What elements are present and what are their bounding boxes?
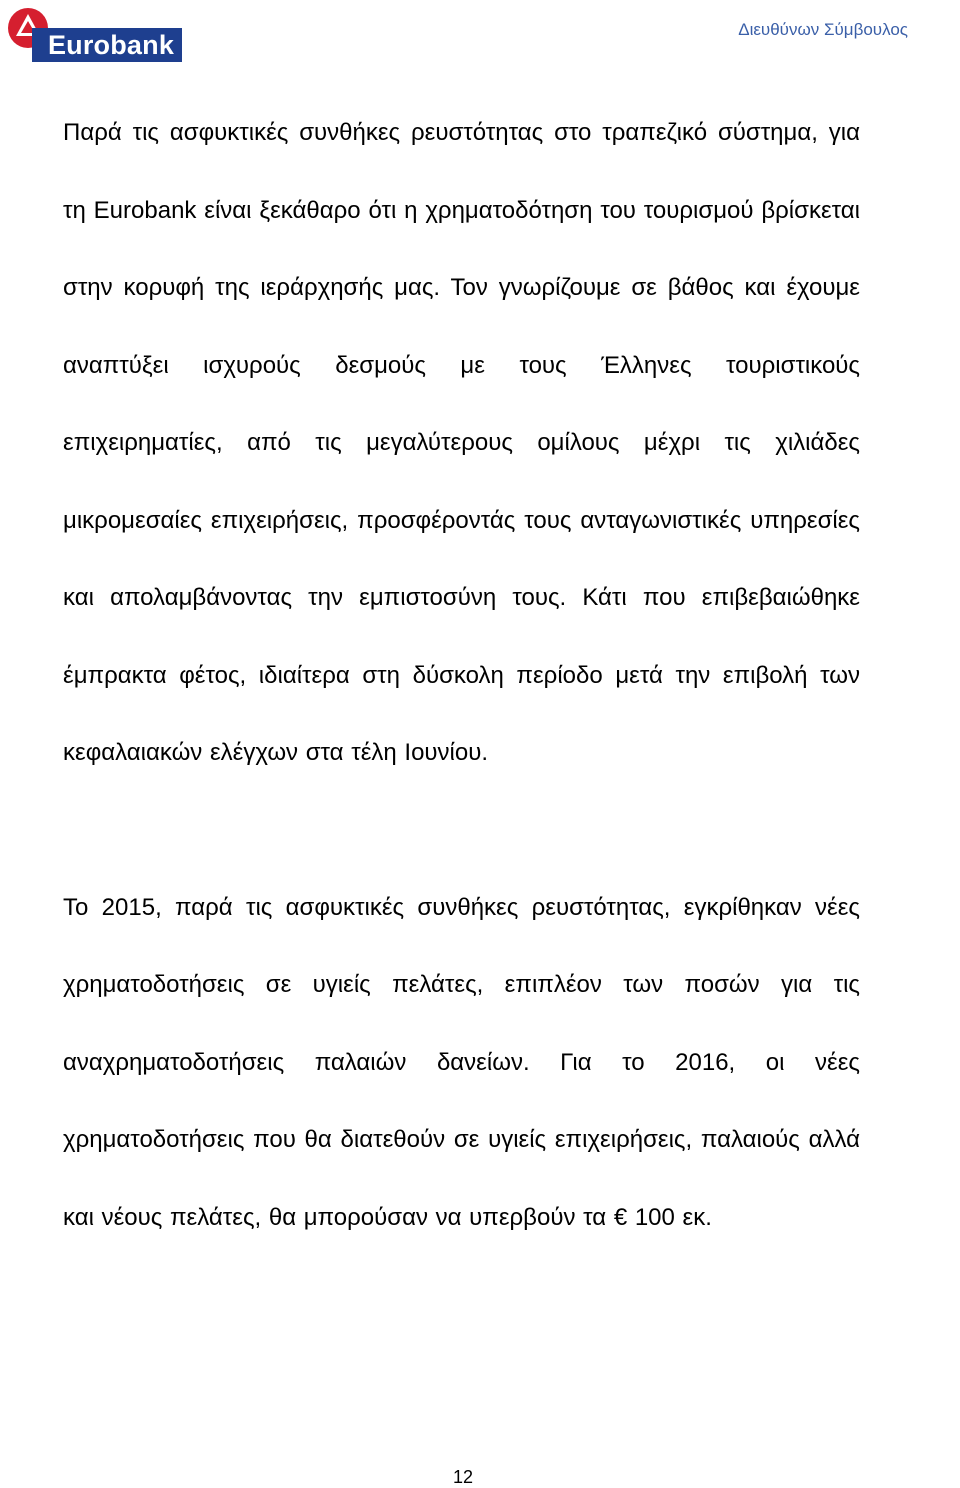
logo-wordmark: Eurobank	[47, 29, 175, 60]
page-number: 12	[452, 1467, 474, 1487]
paragraph-tourism-financing: Παρά τις ασφυκτικές συνθήκες ρευστότητας στο τραπεζικό σύστημα, για τη Eurobank είναι ξεκάθαρο ότι η χρηματοδότηση του τουρισμού βρίσκεται στην κορυφή της ιεράρχησής μας. Τον γνωρίζουμε σε βάθος και έχουμε αναπτύξει ισχυρούς δεσμούς με τους Έλληνες τουριστικούς επιχειρηματίες, από τις μεγαλύτερους ομίλους μέχρι τις χιλιάδες μικρομεσαίες επιχειρήσεις, προσφέροντάς τους ανταγωνιστικές υπηρεσίες και απολαμβάνοντας την εμπιστοσύνη τους. Κάτι που επιβεβαιώθηκε έμπρακτα φέτος, ιδιαίτερα στη δύσκολη περίοδο μετά την επιβολή των κεφαλαιακών ελέγχων στα τέλη Ιουνίου.	[63, 119, 860, 766]
logo-wordmark-box	[32, 28, 182, 62]
paragraph-2015-2016-financing: Το 2015, παρά τις ασφυκτικές συνθήκες ρευστότητας, εγκρίθηκαν νέες χρηματοδοτήσεις σε υγιείς πελάτες, επιπλέον των ποσών για τις αναχρηματοδοτήσεις παλαιών δανείων. Για το 2016, οι νέες χρηματοδοτήσεις που θα διατεθούν σε υγιείς επιχειρήσεις, παλαιούς αλλά και νέους πελάτες, θα μπορούσαν να υπερβούν τα € 100 εκ.	[63, 893, 860, 1231]
eurobank-logo	[6, 6, 178, 58]
document-body	[63, 94, 860, 1256]
header-title: Διευθύνων Σύμβουλος	[738, 20, 908, 39]
page-header	[0, 0, 960, 70]
